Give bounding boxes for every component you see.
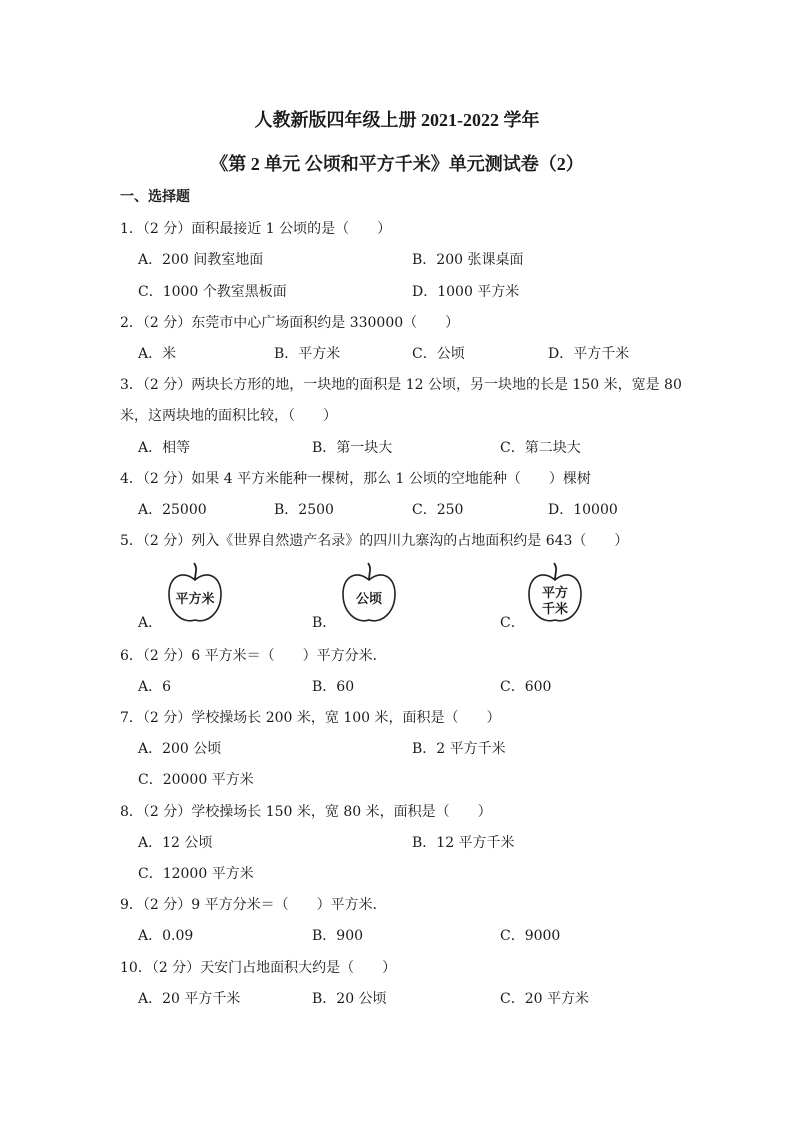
apple-icon-c	[526, 562, 588, 628]
question-3: 3．（2 分）两块长方形的地，一块地的面积是 12 公顷，另一块地的长是 150 米，宽是 80	[120, 377, 682, 393]
q4-option-a: A．25000	[138, 502, 207, 518]
q5-option-b: B．	[312, 615, 337, 631]
q1-option-a: A．200 间教室地面	[138, 252, 264, 268]
q7-option-b: B．2 平方千米	[412, 741, 506, 757]
q8-option-c: C．12000 平方米	[138, 866, 254, 882]
apple-b-label: 公顷	[355, 592, 382, 607]
apple-c-label-line2: 千米	[541, 602, 568, 617]
q1-option-d: D．1000 平方米	[412, 284, 520, 300]
q1-option-b: B．200 张课桌面	[412, 252, 524, 268]
question-10: 10．（2 分）天安门占地面积大约是（ ）	[120, 960, 397, 976]
q10-option-b: B．20 公顷	[312, 991, 387, 1007]
apple-c-label-line1: 平方	[541, 586, 568, 601]
q6-option-c: C．600	[500, 679, 552, 695]
question-6: 6．（2 分）6 平方米＝（ ）平方分米．	[120, 648, 387, 664]
question-4: 4．（2 分）如果 4 平方米能种一棵树，那么 1 公顷的空地能种（ ）棵树	[120, 471, 591, 487]
q7-option-a: A．200 公顷	[138, 741, 222, 757]
q2-option-a: A．米	[138, 346, 177, 362]
q9-option-a: A．0.09	[138, 928, 194, 944]
q3-option-a: A．相等	[138, 440, 191, 456]
q4-option-d: D．10000	[548, 502, 618, 518]
question-7: 7．（2 分）学校操场长 200 米，宽 100 米，面积是（ ）	[120, 710, 501, 726]
question-5: 5．（2 分）列入《世界自然遗产名录》的四川九寨沟的占地面积约是 643（ ）	[120, 533, 629, 549]
question-1: 1．（2 分）面积最接近 1 公顷的是（ ）	[120, 221, 392, 237]
q4-option-c: C．250	[412, 502, 464, 518]
q10-option-c: C．20 平方米	[500, 991, 589, 1007]
question-8: 8．（2 分）学校操场长 150 米，宽 80 米，面积是（ ）	[120, 804, 492, 820]
document-title-line2: 《第 2 单元 公顷和平方千米》单元测试卷（2）	[210, 154, 584, 174]
apple-icon-a	[166, 562, 228, 628]
apple-icon-b	[340, 562, 402, 628]
q9-option-c: C．9000	[500, 928, 561, 944]
q5-option-a: A．	[138, 615, 163, 631]
q4-option-b: B．2500	[274, 502, 334, 518]
q7-option-c: C．20000 平方米	[138, 772, 254, 788]
document-title-line1: 人教新版四年级上册 2021-2022 学年	[254, 110, 540, 130]
q1-option-c: C．1000 个教室黑板面	[138, 284, 287, 300]
q6-option-b: B．60	[312, 679, 355, 695]
q10-option-a: A．20 平方千米	[138, 991, 241, 1007]
q3-option-b: B．第一块大	[312, 440, 393, 456]
question-2: 2．（2 分）东莞市中心广场面积约是 330000（ ）	[120, 315, 460, 331]
q3-option-c: C．第二块大	[500, 440, 581, 456]
question-3-continued: 米，这两块地的面积比较，（ ）	[120, 408, 337, 424]
q9-option-b: B．900	[312, 928, 364, 944]
q2-option-b: B．平方米	[274, 346, 341, 362]
q8-option-a: A．12 公顷	[138, 835, 213, 851]
question-9: 9．（2 分）9 平方分米＝（ ）平方米．	[120, 897, 387, 913]
q6-option-a: A．6	[138, 679, 172, 695]
q8-option-b: B．12 平方千米	[412, 835, 515, 851]
q2-option-d: D．平方千米	[548, 346, 630, 362]
section-heading: 一、选择题	[120, 189, 190, 205]
q2-option-c: C．公顷	[412, 346, 465, 362]
q5-option-c: C．	[500, 615, 525, 631]
apple-a-label: 平方米	[175, 592, 215, 607]
